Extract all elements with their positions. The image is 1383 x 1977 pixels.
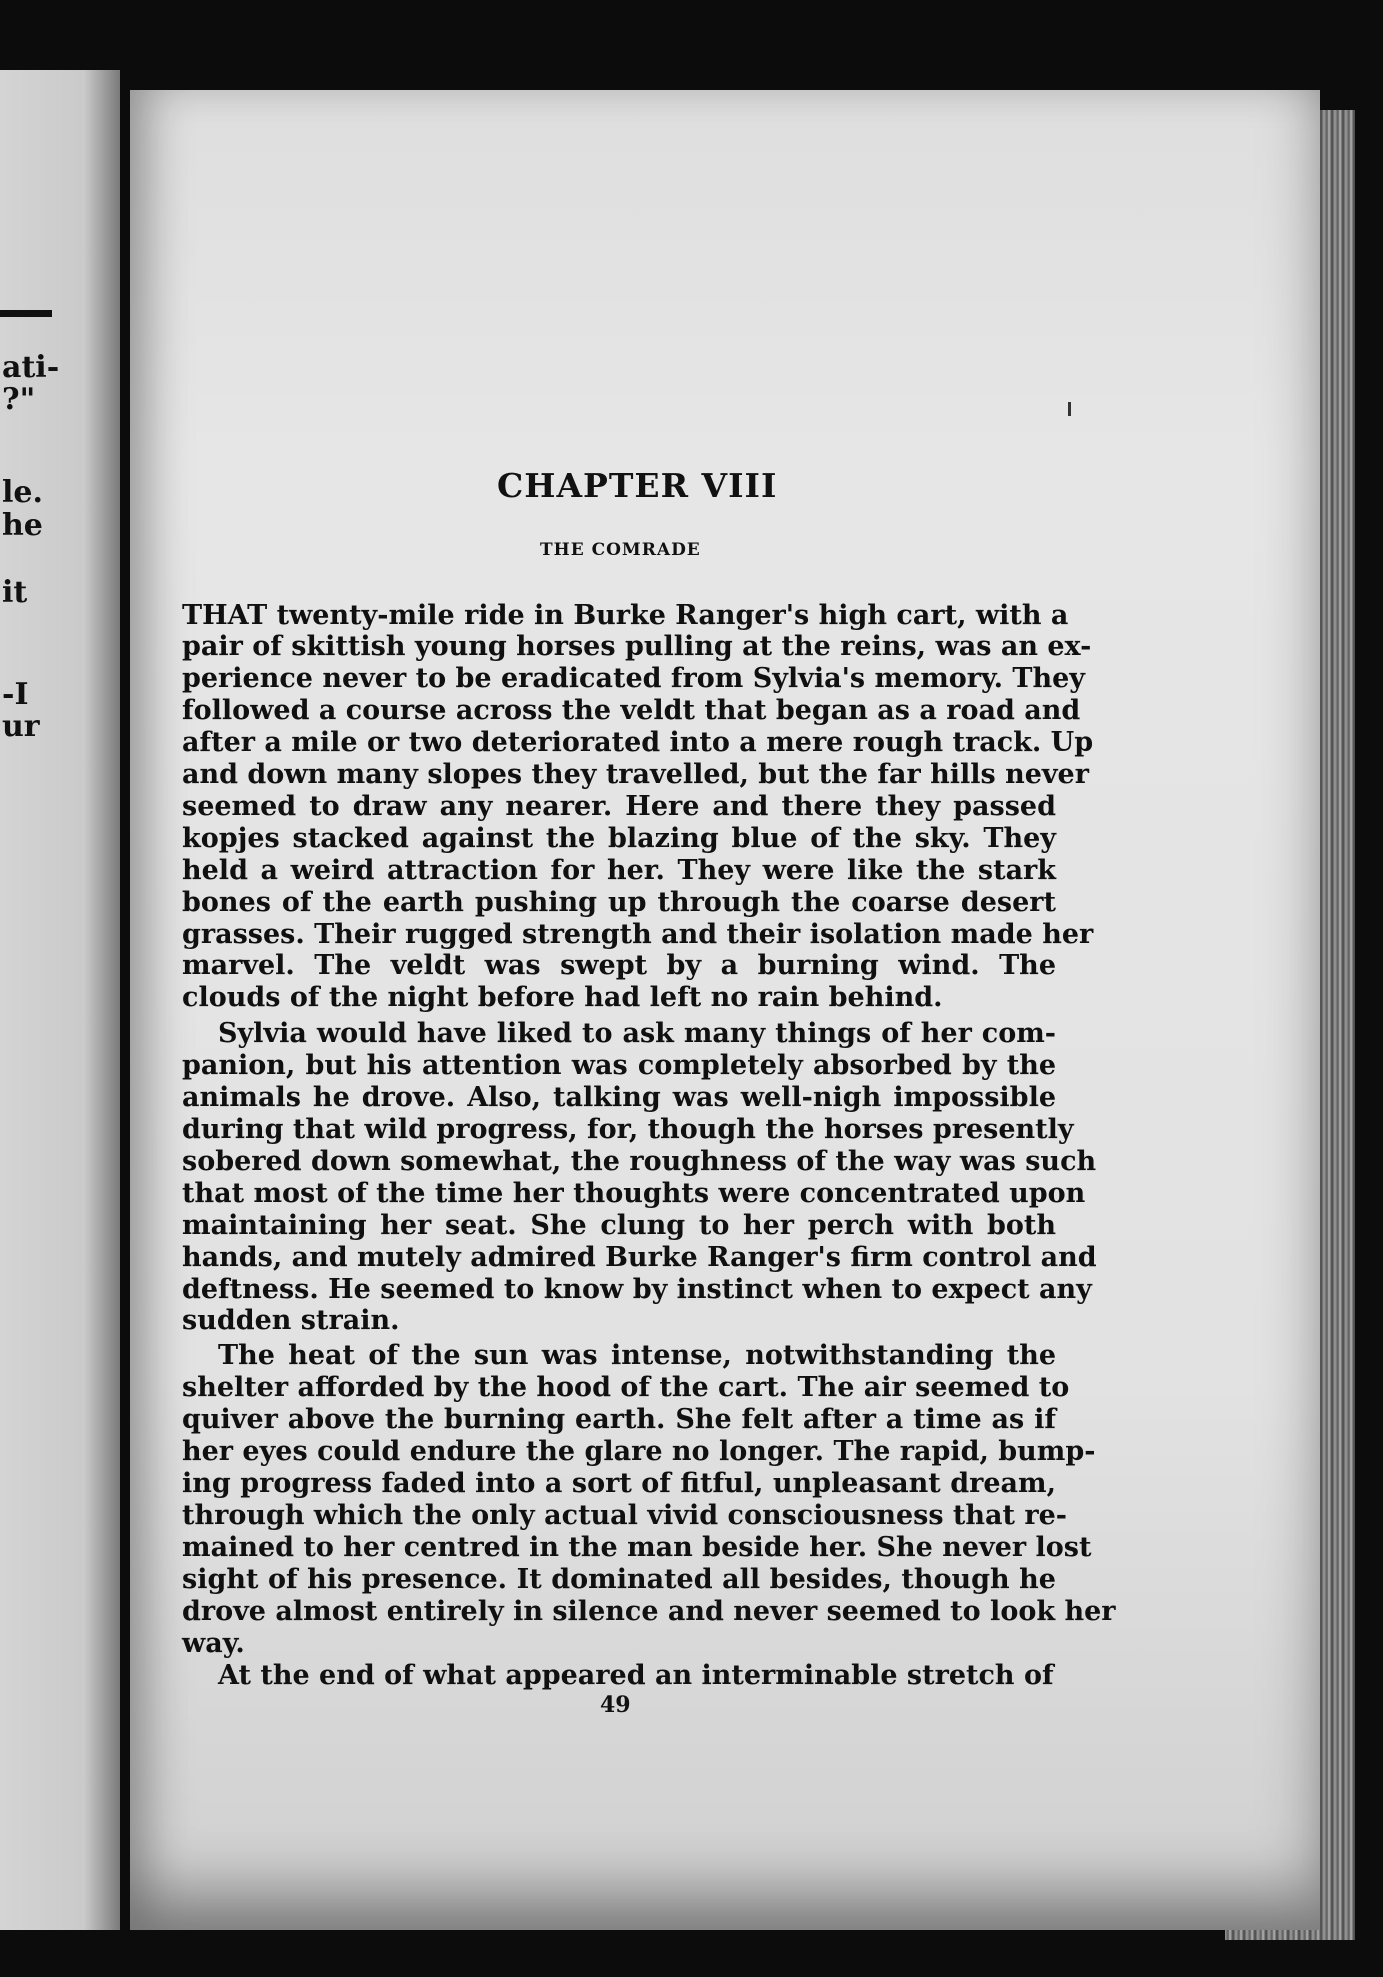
text-line: drove almost entirely in silence and never seemed to look her	[182, 1596, 1116, 1627]
text-line: way.	[182, 1628, 245, 1659]
text-line: hands, and mutely admired Burke Ranger's firm control and	[182, 1242, 1097, 1273]
text-line: deftness. He seemed to know by instinct when to expect any	[182, 1274, 1092, 1305]
left-fragment-line: ur	[2, 709, 40, 744]
chapter-subtitle: THE COMRADE	[540, 540, 701, 560]
text-line: quiver above the burning earth. She felt after a time as if	[182, 1404, 1056, 1435]
text-line: At the end of what appeared an interminable stretch of	[218, 1660, 1054, 1691]
text-line: shelter afforded by the hood of the cart. The air seemed to	[182, 1372, 1070, 1403]
page-mark	[1068, 402, 1071, 416]
left-fragment-line: he	[2, 508, 43, 543]
left-fragment-line: it	[2, 575, 28, 610]
text-line: grasses. Their rugged strength and their isolation made her	[182, 919, 1094, 950]
text-line: panion, but his attention was completely absorbed by the	[182, 1050, 1056, 1081]
text-line: sudden strain.	[182, 1305, 400, 1336]
chapter-title: CHAPTER VIII	[497, 466, 778, 505]
text-line: THAT twenty-mile ride in Burke Ranger's high cart, with a	[182, 600, 1069, 631]
text-line: and down many slopes they travelled, but the far hills never	[182, 759, 1089, 790]
left-page-fragment	[0, 70, 120, 1930]
text-line: ing progress faded into a sort of fitful, unpleasant dream,	[182, 1468, 1056, 1499]
text-line: that most of the time her thoughts were concentrated upon	[182, 1178, 1086, 1209]
text-line: marvel. The veldt was swept by a burning wind. The	[182, 950, 1056, 981]
text-line: followed a course across the veldt that began as a road and	[182, 695, 1081, 726]
left-fragment-line: -I	[2, 677, 29, 712]
left-fragment-line: ?"	[2, 382, 36, 417]
text-line: bones of the earth pushing up through the coarse desert	[182, 887, 1056, 918]
text-line: animals he drove. Also, talking was well-nigh impossible	[182, 1082, 1056, 1113]
text-line: The heat of the sun was intense, notwithstanding the	[218, 1340, 1056, 1371]
text-line: seemed to draw any nearer. Here and there they passed	[182, 791, 1056, 822]
text-line: mained to her centred in the man beside her. She never lost	[182, 1532, 1092, 1563]
left-page-rule	[0, 310, 52, 317]
text-line: after a mile or two deteriorated into a mere rough track. Up	[182, 727, 1094, 758]
text-line: during that wild progress, for, though the horses presently	[182, 1114, 1074, 1145]
text-line: perience never to be eradicated from Sylvia's memory. They	[182, 663, 1085, 694]
left-fragment-line: ati-	[2, 350, 60, 385]
page-number: 49	[600, 1692, 631, 1718]
text-line: Sylvia would have liked to ask many things of her com-	[218, 1018, 1056, 1049]
text-line: through which the only actual vivid consciousness that re-	[182, 1500, 1068, 1531]
text-line: sight of his presence. It dominated all besides, though he	[182, 1564, 1056, 1595]
text-line: clouds of the night before had left no rain behind.	[182, 982, 943, 1013]
text-line: sobered down somewhat, the roughness of the way was such	[182, 1146, 1097, 1177]
text-line: pair of skittish young horses pulling at the reins, was an ex-	[182, 631, 1092, 662]
text-line: her eyes could endure the glare no longer. The rapid, bump-	[182, 1436, 1096, 1467]
text-line: kopjes stacked against the blazing blue of the sky. They	[182, 823, 1056, 854]
left-fragment-line: le.	[2, 475, 43, 510]
text-line: maintaining her seat. She clung to her perch with both	[182, 1210, 1056, 1241]
text-line: held a weird attraction for her. They were like the stark	[182, 855, 1056, 886]
